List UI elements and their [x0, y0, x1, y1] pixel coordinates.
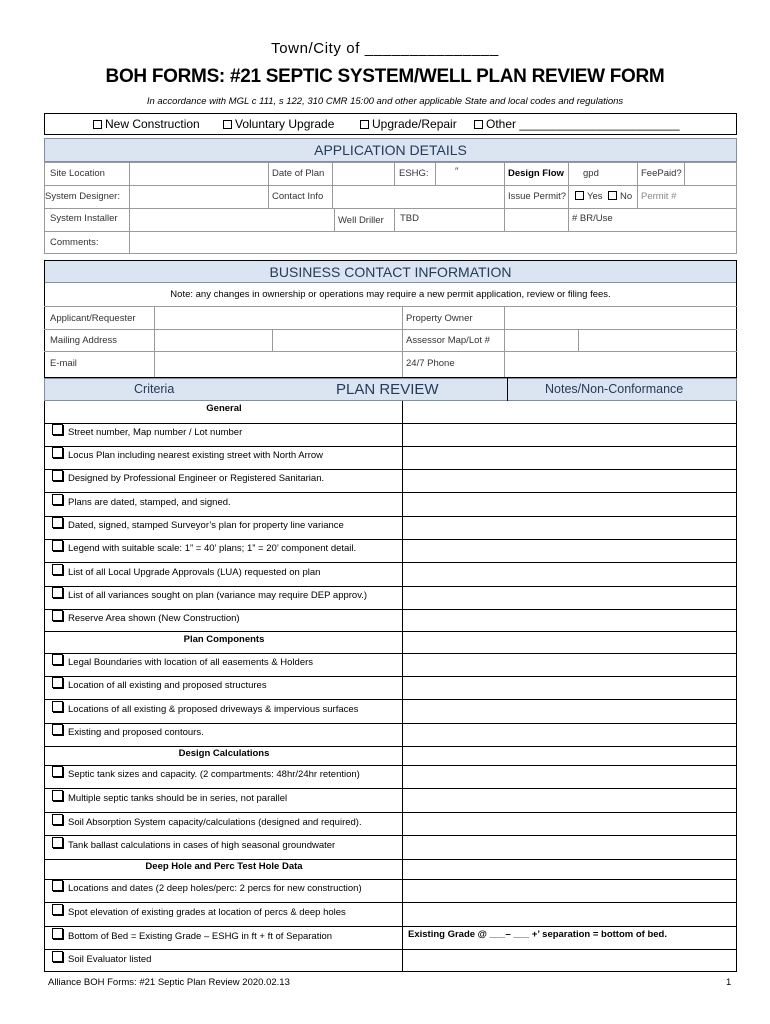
- criteria-checkbox[interactable]: [52, 766, 63, 777]
- br-use-label: # BR/Use: [572, 213, 613, 224]
- criteria-group-heading: Plan Components: [183, 634, 265, 645]
- criteria-checkbox[interactable]: [52, 610, 63, 621]
- criteria-item: Soil Evaluator listed: [68, 954, 152, 965]
- criteria-checkbox[interactable]: [52, 814, 63, 825]
- criteria-item: Reserve Area shown (New Construction): [68, 613, 240, 624]
- criteria-checkbox[interactable]: [52, 701, 63, 712]
- page-number: 1: [726, 977, 732, 988]
- phone-label: 24/7 Phone: [406, 358, 455, 369]
- criteria-item: Locus Plan including nearest existing street with North Arrow: [68, 450, 324, 461]
- application-details-heading: APPLICATION DETAILS: [44, 138, 737, 162]
- option-upgrade-repair[interactable]: Upgrade/Repair: [360, 117, 457, 131]
- date-of-plan-label: Date of Plan: [272, 168, 325, 179]
- checkbox-voluntary-upgrade[interactable]: [223, 120, 232, 129]
- notes-heading: Notes/Non-Conformance: [545, 382, 684, 396]
- criteria-item: List of all Local Upgrade Approvals (LUA) requested on plan: [68, 567, 321, 578]
- criteria-item: Designed by Professional Engineer or Registered Sanitarian.: [68, 473, 325, 484]
- criteria-item: Street number, Map number / Lot number: [68, 427, 243, 438]
- criteria-checkbox[interactable]: [52, 677, 63, 688]
- site-location-label: Site Location: [50, 168, 105, 179]
- criteria-item: List of all variances sought on plan (variance may require DEP approv.): [68, 590, 368, 601]
- form-title: BOH FORMS: #21 SEPTIC SYSTEM/WELL PLAN REVIEW FORM: [105, 66, 665, 87]
- footer-text: Alliance BOH Forms: #21 Septic Plan Review 2020.02.13: [48, 977, 290, 988]
- checkbox-other[interactable]: [474, 120, 483, 129]
- criteria-group-heading: General: [206, 403, 242, 414]
- permit-yes-option[interactable]: Yes: [575, 191, 603, 202]
- criteria-checkbox[interactable]: [52, 540, 63, 551]
- plan-review-heading: PLAN REVIEW: [336, 381, 439, 398]
- criteria-group-heading: Deep Hole and Perc Test Hole Data: [145, 861, 303, 872]
- business-note: Note: any changes in ownership or operations may require a new permit application, review or filing fees.: [170, 289, 611, 300]
- property-owner-label: Property Owner: [406, 313, 473, 324]
- system-designer-label: System Designer:: [45, 191, 120, 202]
- contact-info-label: Contact Info: [272, 191, 324, 202]
- existing-grade-note: Existing Grade @ ___– ___ +’ separation = bottom of bed.: [408, 929, 667, 940]
- criteria-checkbox[interactable]: [52, 928, 63, 939]
- criteria-checkbox[interactable]: [52, 470, 63, 481]
- criteria-item: Plans are dated, stamped, and signed.: [68, 497, 231, 508]
- mailing-address-label: Mailing Address: [50, 335, 118, 346]
- criteria-heading: Criteria: [134, 382, 175, 396]
- business-contact-heading: BUSINESS CONTACT INFORMATION: [45, 261, 736, 283]
- option-other[interactable]: Other ________________________: [474, 117, 680, 131]
- criteria-checkbox[interactable]: [52, 724, 63, 735]
- eshg-inches-mark: ″: [455, 166, 459, 177]
- criteria-item: Legend with suitable scale: 1” = 40’ plans; 1” = 20’ component detail.: [68, 543, 357, 554]
- criteria-item: Septic tank sizes and capacity. (2 compartments: 48hr/24hr retention): [68, 769, 360, 780]
- comments-label: Comments:: [50, 237, 99, 248]
- eshg-label: ESHG:: [399, 168, 429, 179]
- criteria-group-heading: Design Calculations: [178, 748, 270, 759]
- criteria-checkbox[interactable]: [52, 424, 63, 435]
- permit-number-label: Permit #: [641, 191, 677, 202]
- permit-no-option[interactable]: No: [608, 191, 632, 202]
- criteria-item: Bottom of Bed = Existing Grade – ESHG in ft + ft of Separation: [68, 931, 333, 942]
- criteria-checkbox[interactable]: [52, 587, 63, 598]
- form-subtitle: In accordance with MGL c 111, s 122, 310 CMR 15:00 and other applicable State and local codes and regulations: [146, 96, 624, 107]
- checkbox-upgrade-repair[interactable]: [360, 120, 369, 129]
- criteria-item: Location of all existing and proposed structures: [68, 680, 267, 691]
- criteria-item: Tank ballast calculations in cases of high seasonal groundwater: [68, 840, 336, 851]
- design-flow-label: Design Flow: [508, 168, 564, 179]
- criteria-checkbox[interactable]: [52, 837, 63, 848]
- criteria-checkbox[interactable]: [52, 494, 63, 505]
- criteria-checkbox[interactable]: [52, 654, 63, 665]
- checkbox-yes[interactable]: [575, 191, 584, 200]
- checkbox-no[interactable]: [608, 191, 617, 200]
- criteria-checkbox[interactable]: [52, 951, 63, 962]
- town-city-line: Town/City of _______________: [271, 40, 499, 57]
- email-label: E-mail: [50, 358, 77, 369]
- fee-paid-label: FeePaid?: [641, 168, 682, 179]
- applicant-label: Applicant/Requester: [50, 313, 136, 324]
- criteria-item: Spot elevation of existing grades at location of percs & deep holes: [68, 907, 346, 918]
- criteria-checkbox[interactable]: [52, 790, 63, 801]
- criteria-checkbox[interactable]: [52, 904, 63, 915]
- checkbox-new-construction[interactable]: [93, 120, 102, 129]
- criteria-checkbox[interactable]: [52, 517, 63, 528]
- option-new-construction[interactable]: New Construction: [93, 117, 200, 131]
- criteria-item: Legal Boundaries with location of all easements & Holders: [68, 657, 314, 668]
- option-voluntary-upgrade[interactable]: Voluntary Upgrade: [223, 117, 334, 131]
- well-driller-value: TBD: [400, 213, 419, 224]
- issue-permit-label: Issue Permit?: [508, 191, 567, 202]
- other-blank[interactable]: ________________________: [519, 117, 680, 131]
- criteria-item: Multiple septic tanks should be in series, not parallel: [68, 793, 288, 804]
- criteria-item: Soil Absorption System capacity/calculations (designed and required).: [68, 817, 362, 828]
- gpd-unit: gpd: [583, 168, 599, 179]
- criteria-checkbox[interactable]: [52, 880, 63, 891]
- criteria-checkbox[interactable]: [52, 447, 63, 458]
- well-driller-label: Well Driller: [338, 215, 384, 226]
- criteria-item: Locations of all existing & proposed driveways & impervious surfaces: [68, 704, 359, 715]
- criteria-item: Locations and dates (2 deep holes/perc: 2 percs for new construction): [68, 883, 362, 894]
- criteria-item: Existing and proposed contours.: [68, 727, 204, 738]
- system-installer-label: System Installer: [50, 213, 118, 224]
- assessor-map-label: Assessor Map/Lot #: [406, 335, 490, 346]
- criteria-checkbox[interactable]: [52, 564, 63, 575]
- criteria-item: Dated, signed, stamped Surveyor’s plan for property line variance: [68, 520, 344, 531]
